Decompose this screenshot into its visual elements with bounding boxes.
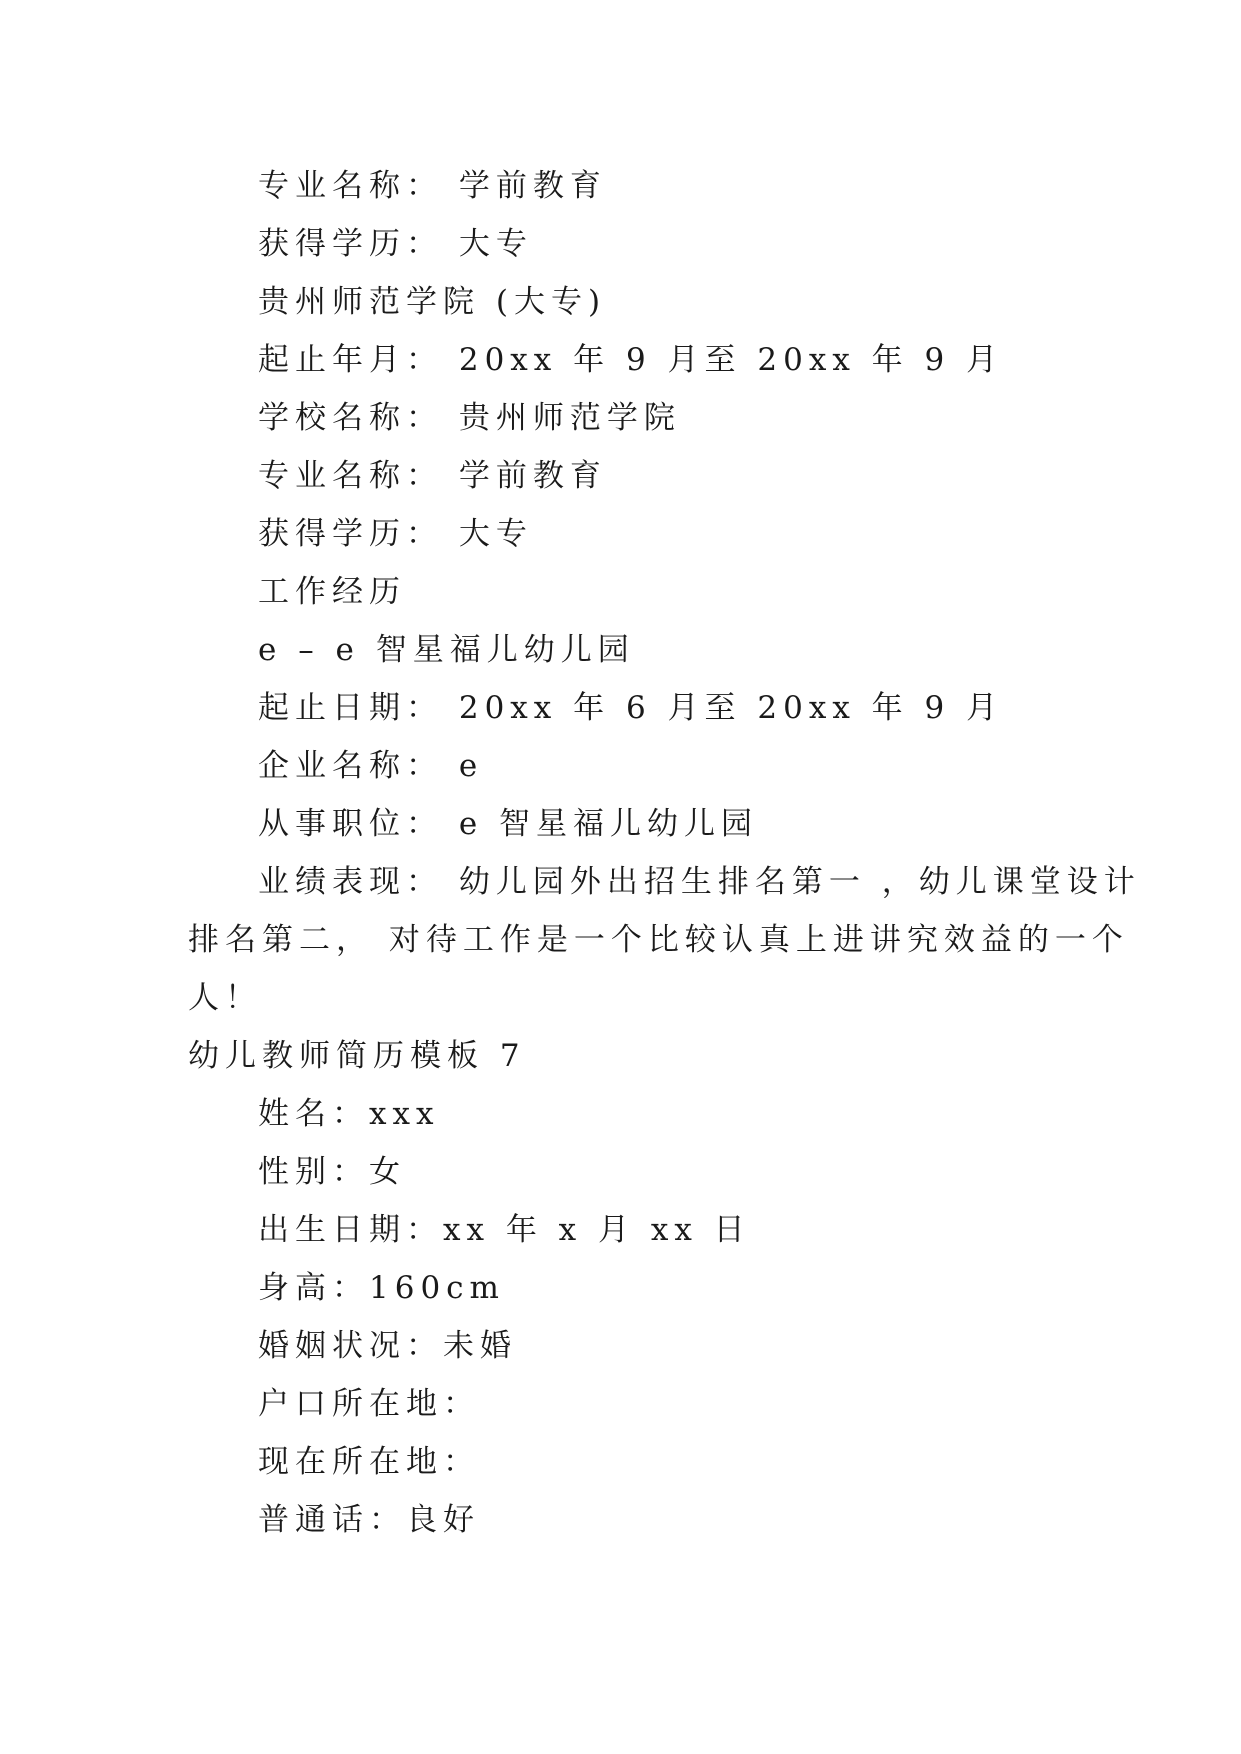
performance-line-3: 人！ bbox=[188, 980, 262, 1016]
name-line: 姓名：xxx bbox=[258, 1096, 440, 1132]
performance-line-2: 排名第二， 对待工作是一个比较认真上进讲究效益的一个 bbox=[188, 922, 1129, 958]
performance-line-1: 业绩表现： 幼儿园外出招生排名第一 ，幼儿课堂设计 bbox=[258, 864, 1141, 900]
height-line: 身高：160cm bbox=[258, 1270, 505, 1306]
study-period-line: 起止年月： 20xx 年 9 月至 20xx 年 9 月 bbox=[258, 342, 1004, 378]
degree-line-1: 获得学历： 大专 bbox=[258, 226, 533, 262]
school-heading: 贵州师范学院 (大专) bbox=[258, 284, 607, 320]
mandarin-level-line: 普通话：良好 bbox=[258, 1502, 480, 1538]
marital-status-line: 婚姻状况：未婚 bbox=[258, 1328, 517, 1364]
major-name-line-2: 专业名称： 学前教育 bbox=[258, 458, 607, 494]
employer-heading: e – e 智星福儿幼儿园 bbox=[258, 632, 635, 668]
company-name-line: 企业名称： e bbox=[258, 748, 484, 784]
position-line: 从事职位： e 智星福儿幼儿园 bbox=[258, 806, 759, 842]
current-location-line: 现在所在地： bbox=[258, 1444, 480, 1480]
work-experience-heading: 工作经历 bbox=[258, 574, 406, 610]
work-period-line: 起止日期： 20xx 年 6 月至 20xx 年 9 月 bbox=[258, 690, 1004, 726]
degree-line-2: 获得学历： 大专 bbox=[258, 516, 533, 552]
school-name-line: 学校名称： 贵州师范学院 bbox=[258, 400, 681, 436]
birth-date-line: 出生日期：xx 年 x 月 xx 日 bbox=[258, 1212, 751, 1248]
major-name-line-1: 专业名称： 学前教育 bbox=[258, 168, 607, 204]
gender-line: 性别：女 bbox=[258, 1154, 406, 1190]
section-title: 幼儿教师简历模板 7 bbox=[188, 1038, 526, 1074]
household-registration-line: 户口所在地： bbox=[258, 1386, 480, 1422]
